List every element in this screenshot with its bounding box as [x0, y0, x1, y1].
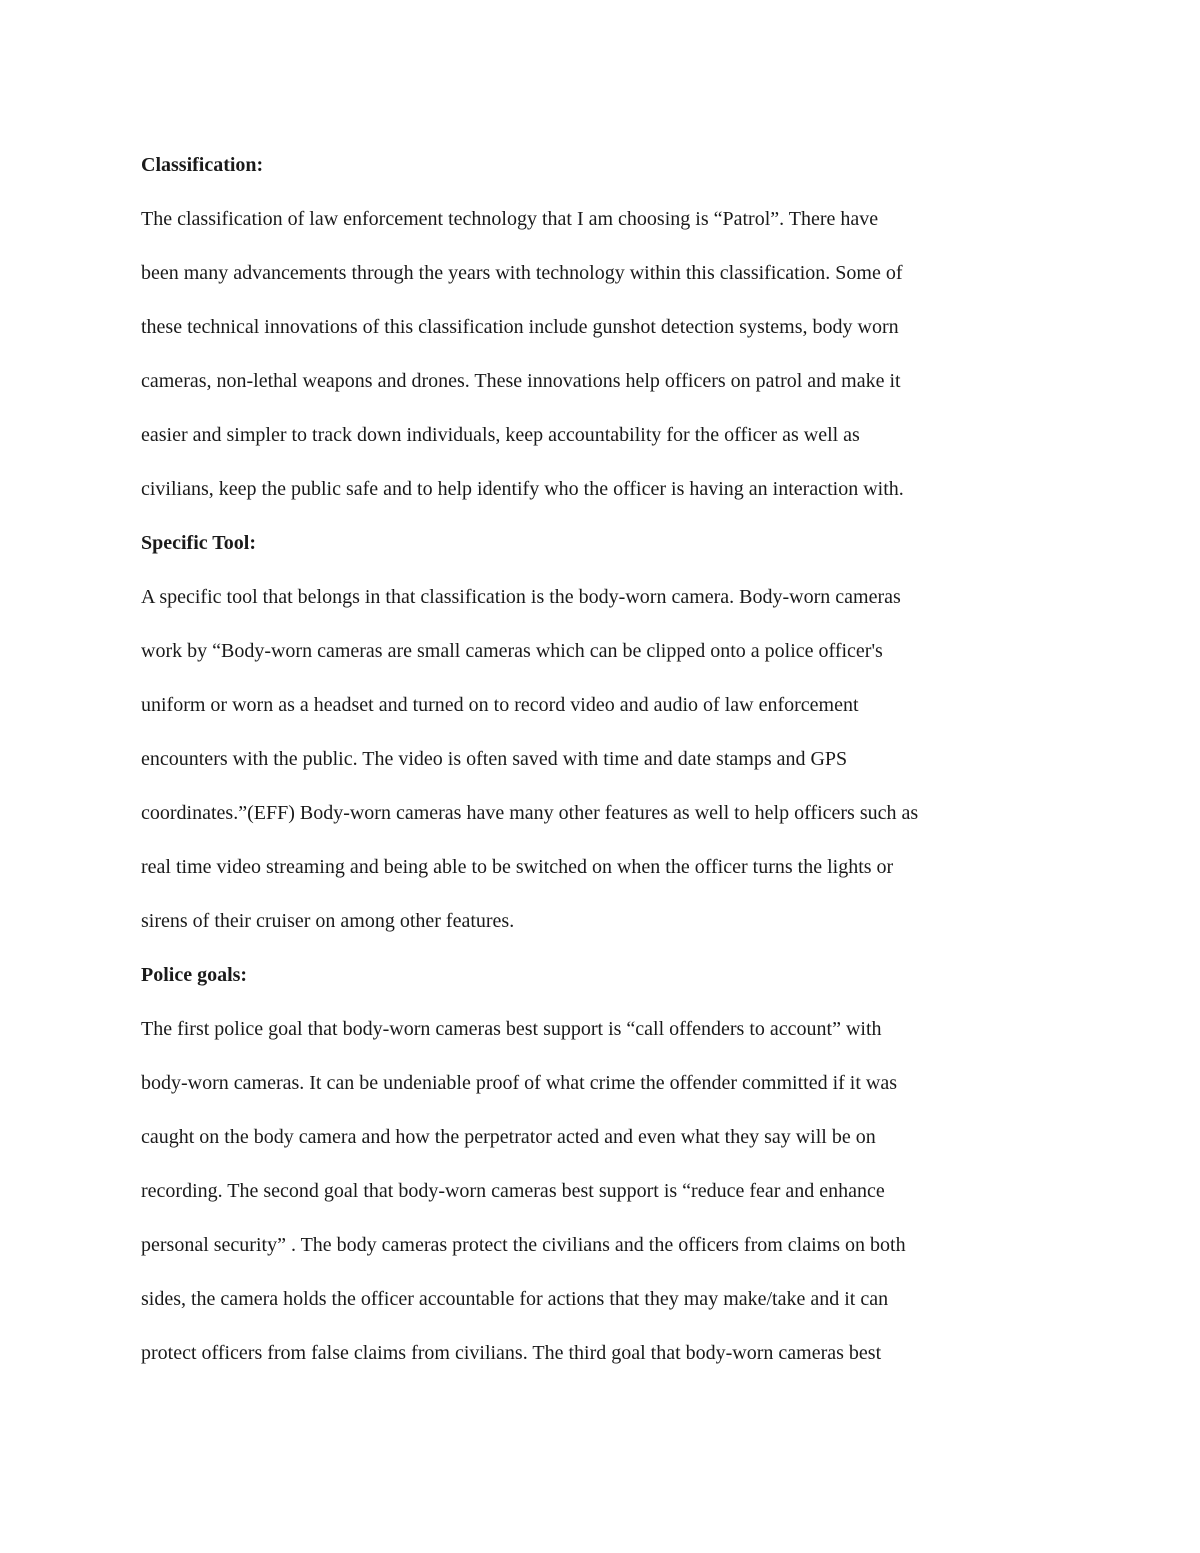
paragraph-line: encounters with the public. The video is often saved with time and date stamps and GPS — [141, 748, 848, 770]
section-heading-police-goals: Police goals: — [141, 964, 248, 986]
section-heading-specific-tool: Specific Tool: — [141, 532, 257, 554]
paragraph-line: cameras, non-lethal weapons and drones. These innovations help officers on patrol and make it — [141, 370, 901, 392]
paragraph-line: The first police goal that body-worn cameras best support is “call offenders to account” with — [141, 1018, 882, 1040]
paragraph-line: sirens of their cruiser on among other features. — [141, 910, 515, 932]
paragraph-line: A specific tool that belongs in that classification is the body-worn camera. Body-worn cameras — [141, 586, 901, 608]
paragraph-line: sides, the camera holds the officer accountable for actions that they may make/take and it can — [141, 1288, 889, 1310]
paragraph-line: civilians, keep the public safe and to help identify who the officer is having an interaction with. — [141, 478, 904, 500]
paragraph-line: uniform or worn as a headset and turned on to record video and audio of law enforcement — [141, 694, 859, 716]
paragraph-line: these technical innovations of this classification include gunshot detection systems, body worn — [141, 316, 899, 338]
paragraph-line: protect officers from false claims from civilians. The third goal that body-worn cameras best — [141, 1342, 882, 1364]
section-heading-classification: Classification: — [141, 154, 264, 176]
paragraph-line: coordinates.”(EFF) Body-worn cameras have many other features as well to help officers such as — [141, 802, 919, 824]
paragraph-line: real time video streaming and being able to be switched on when the officer turns the lights or — [141, 856, 894, 878]
paragraph-line: work by “Body-worn cameras are small cameras which can be clipped onto a police officer's — [141, 640, 883, 662]
paragraph-line: body-worn cameras. It can be undeniable proof of what crime the offender committed if it was — [141, 1072, 898, 1094]
paragraph-line: The classification of law enforcement technology that I am choosing is “Patrol”. There have — [141, 208, 879, 230]
paragraph-line: personal security” . The body cameras protect the civilians and the officers from claims on both — [141, 1234, 906, 1256]
paragraph-line: caught on the body camera and how the perpetrator acted and even what they say will be on — [141, 1126, 876, 1148]
document-body — [141, 138, 1071, 1380]
paragraph-line: been many advancements through the years with technology within this classification. Some of — [141, 262, 903, 284]
paragraph-line: recording. The second goal that body-worn cameras best support is “reduce fear and enhance — [141, 1180, 885, 1202]
paragraph-line: easier and simpler to track down individuals, keep accountability for the officer as well as — [141, 424, 860, 446]
